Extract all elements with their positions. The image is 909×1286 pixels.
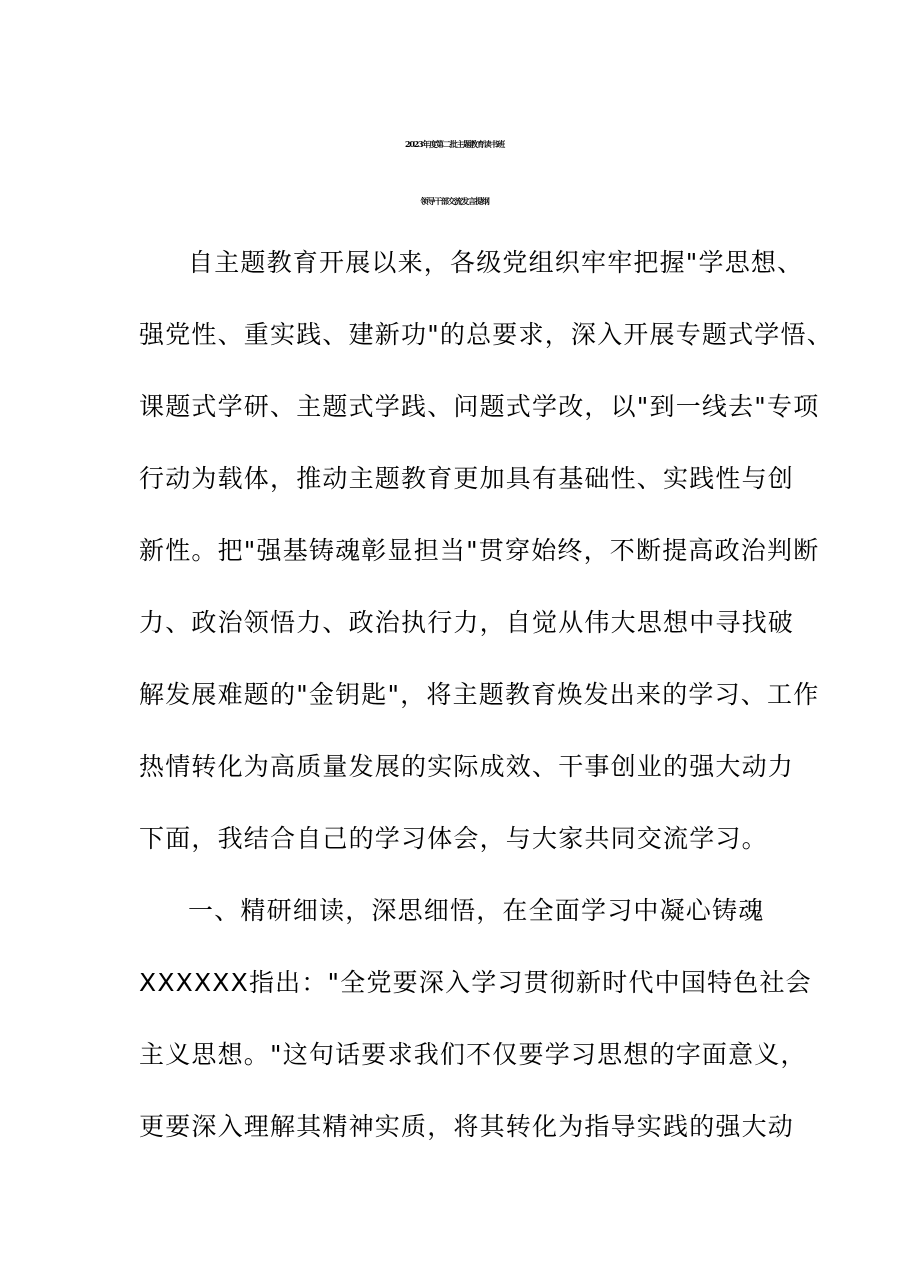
paragraph-1-line-4: 行动为载体，推动主题教育更加具有基础性、实践性与创 [139,464,795,493]
paragraph-2-line-2: 主义思想。"这句话要求我们不仅要学习思想的字面意义， [139,1040,807,1069]
paragraph-2-line-1: XXXXXX指出："全党要深入学习贯彻新时代中国特色社会 [139,968,812,997]
paragraph-1-line-5: 新性。把"强基铸魂彰显担当"贯穿始终，不断提高政治判断 [139,536,820,565]
paragraph-1-line-3: 课题式学研、主题式学践、问题式学改，以"到一线去"专项 [139,392,820,421]
paragraph-1-line-6: 力、政治领悟力、政治执行力，自觉从伟大思想中寻找破 [139,608,795,637]
paragraph-2-line-3: 更要深入理解其精神实质，将其转化为指导实践的强大动 [139,1112,795,1141]
paragraph-1-line-9: 下面，我结合自己的学习体会，与大家共同交流学习。 [139,824,768,853]
paragraph-1-line-2: 强党性、重实践、建新功"的总要求，深入开展专题式学悟、 [139,320,833,349]
paragraph-1-line-8: 热情转化为高质量发展的实际成效、干事创业的强大动力 [139,752,795,781]
document-title-line-2: 领导干部交流发言提纲 [420,196,489,206]
paragraph-1-line-1: 自主题教育开展以来，各级党组织牢牢把握"学思想、 [188,248,804,277]
document-title-line-1: 2023年度第二批主题教育读书班 [404,139,505,149]
section-heading-1: 一、精研细读，深思细悟，在全面学习中凝心铸魂 [188,896,765,925]
paragraph-1-line-7: 解发展难题的"金钥匙"，将主题教育焕发出来的学习、工作 [139,680,820,709]
